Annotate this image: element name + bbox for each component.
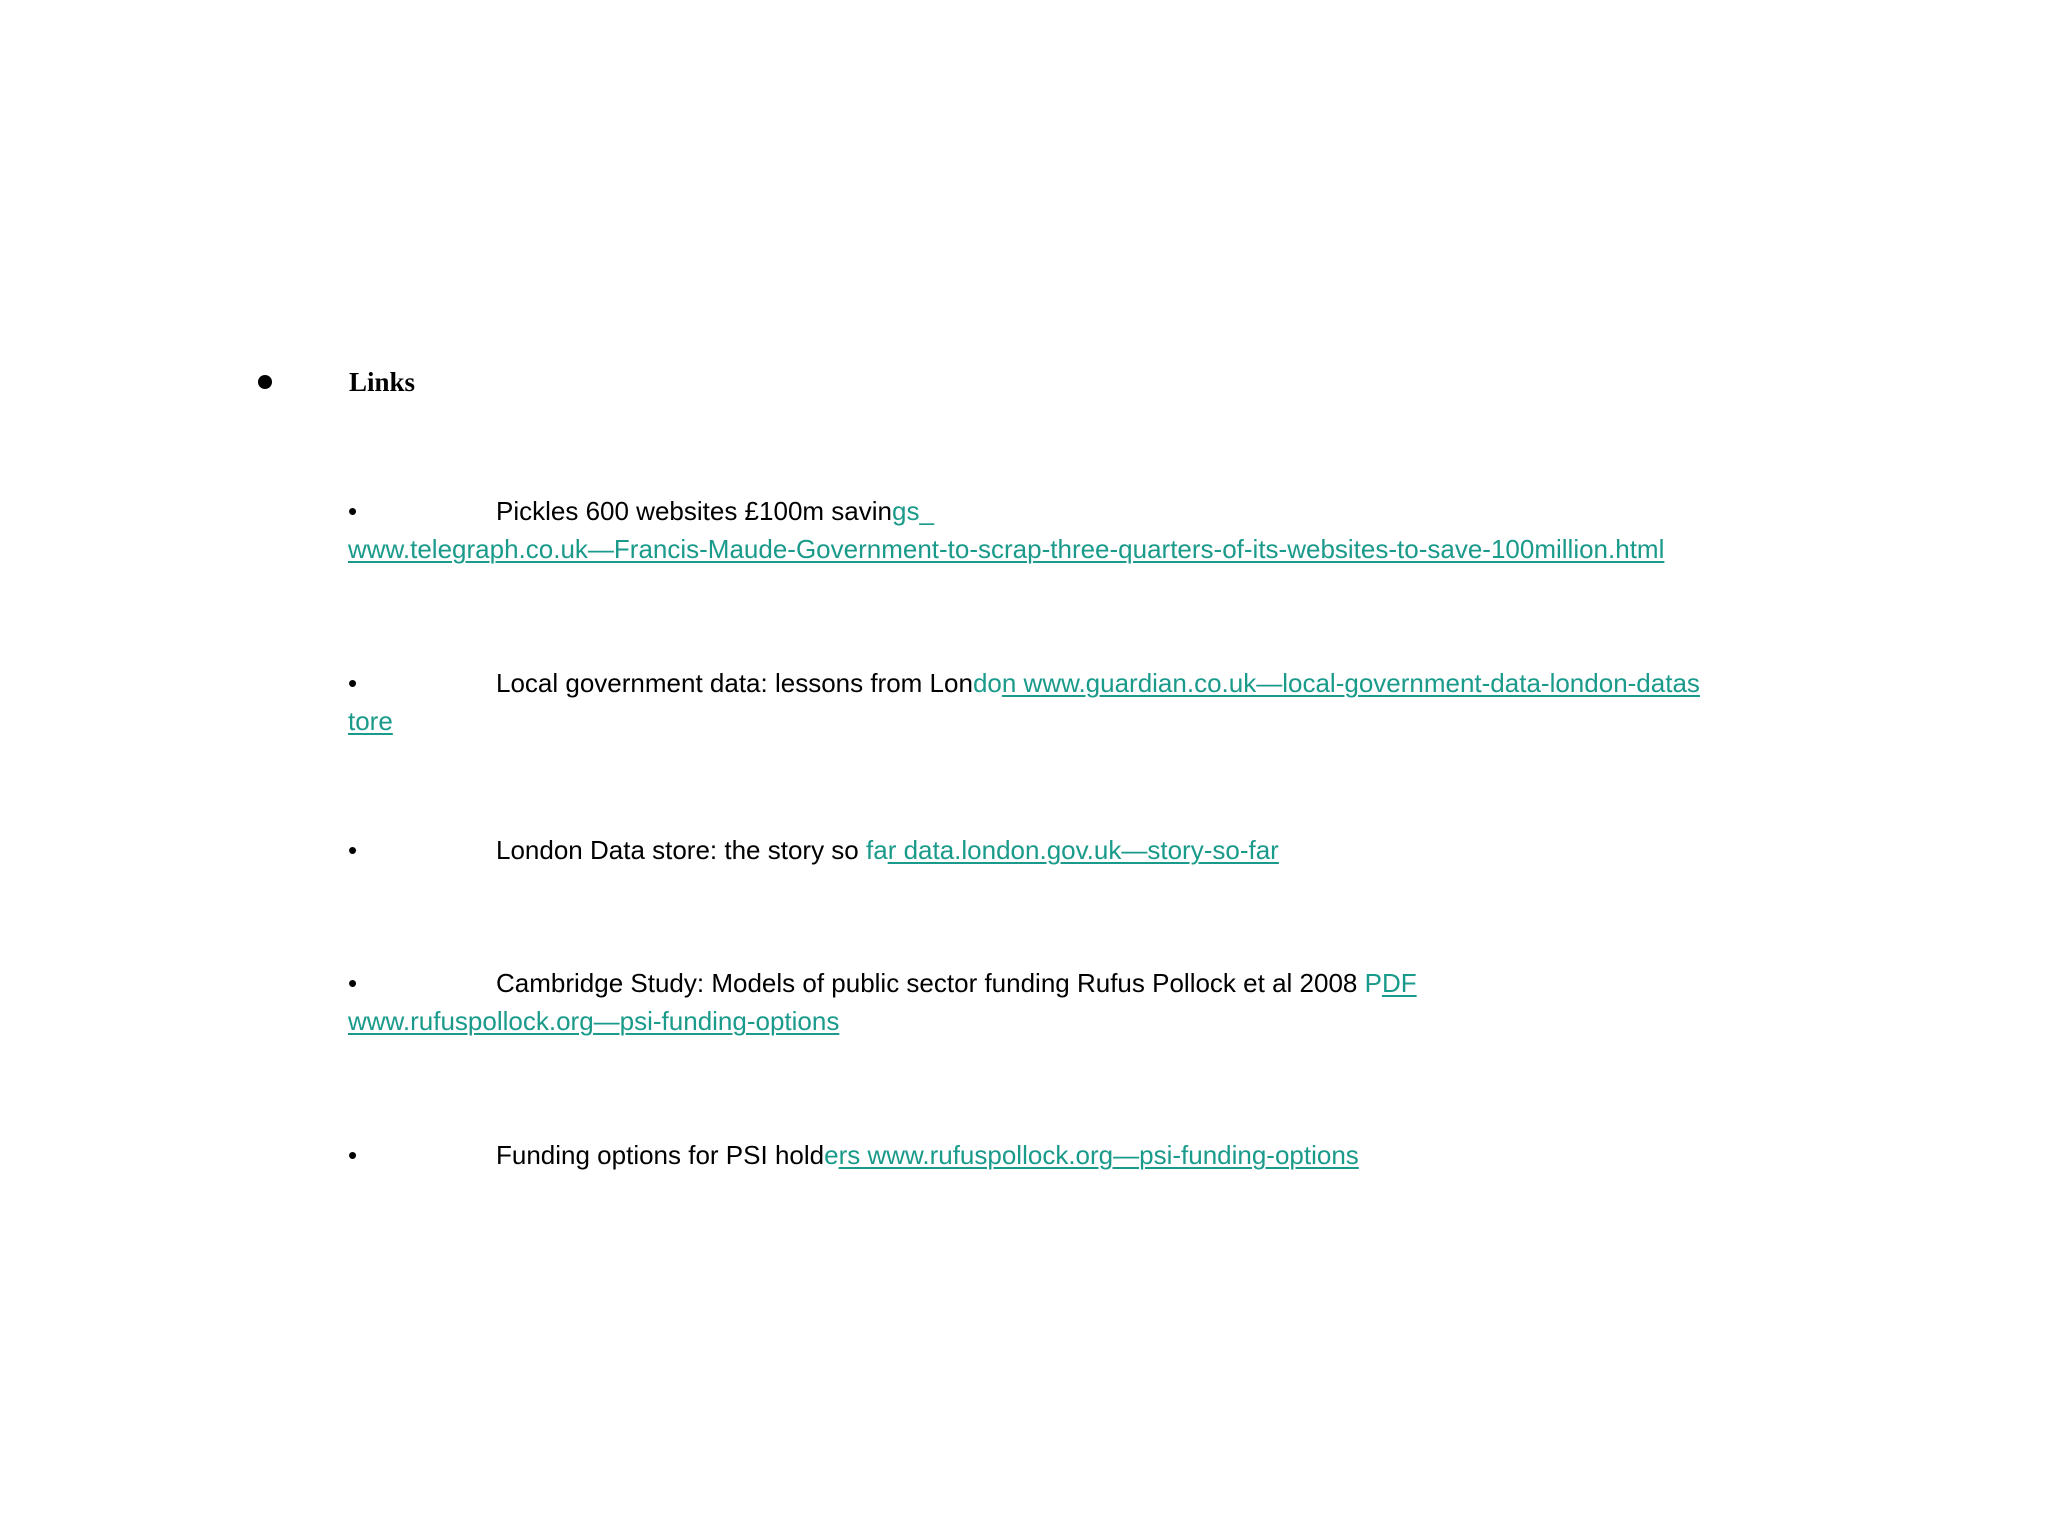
item-link-continuation[interactable]: tore (348, 706, 393, 736)
item-title-link-fragment[interactable]: gs_ (891, 496, 934, 526)
item-link[interactable]: rs www.rufuspollock.org—psi-funding-options (838, 1140, 1359, 1170)
heading-bullet-icon (258, 375, 272, 389)
item-title-link-fragment[interactable]: e (824, 1140, 839, 1170)
item-title: Cambridge Study: Models of public sector funding Rufus Pollock et al 2008 (496, 968, 1365, 998)
list-item (348, 964, 1818, 1040)
item-title-link-fragment[interactable]: do (972, 668, 1002, 698)
item-link[interactable]: www.rufuspollock.org—psi-funding-options (348, 1006, 840, 1036)
bullet-icon: • (348, 1140, 358, 1170)
item-title-link-fragment[interactable]: fa (866, 835, 888, 865)
item-title: Pickles 600 websites £100m savin (496, 496, 892, 526)
list-item (348, 492, 1818, 568)
item-title: Funding options for PSI hold (496, 1140, 825, 1170)
bullet-icon: • (348, 968, 358, 998)
item-pdf-link[interactable]: DF (1381, 968, 1417, 998)
item-link[interactable]: r data.london.gov.uk—story-so-far (887, 835, 1279, 865)
section-heading (258, 362, 416, 402)
item-link[interactable]: n www.guardian.co.uk—local-government-data-london-datas (1001, 668, 1700, 698)
bullet-icon: • (348, 668, 358, 698)
bullet-icon: • (348, 496, 358, 526)
item-title: Local government data: lessons from Lon (496, 668, 973, 698)
item-link[interactable]: www.telegraph.co.uk—Francis-Maude-Government-to-scrap-three-quarters-of-its-websites-to-save-100million.html (348, 534, 1665, 564)
item-title-link-fragment[interactable]: P (1364, 968, 1382, 998)
list-item (348, 664, 1818, 740)
list-item (348, 831, 1818, 869)
heading-title: Links (349, 367, 416, 397)
list-item (348, 1136, 1818, 1174)
item-title: London Data store: the story so (496, 835, 866, 865)
bullet-icon: • (348, 835, 358, 865)
